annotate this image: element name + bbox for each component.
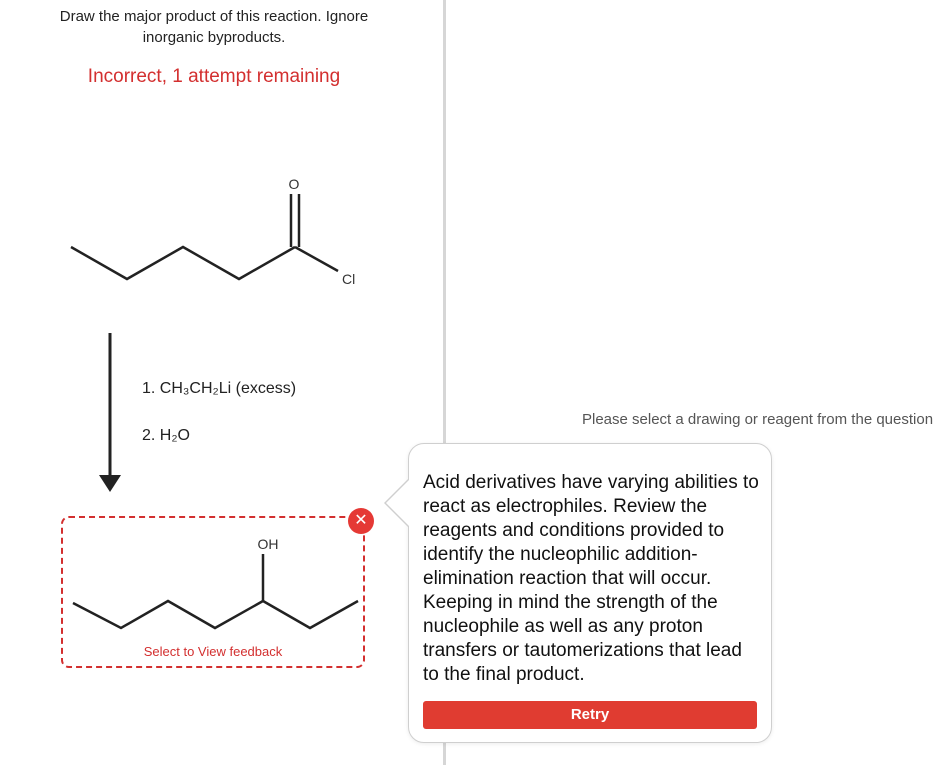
right-panel-placeholder: Please select a drawing or reagent from the question bbox=[582, 411, 933, 428]
reagent-step-1[interactable]: 1. CH₃CH₂Li (excess) bbox=[142, 380, 297, 397]
attempt-status: Incorrect, 1 attempt remaining bbox=[87, 66, 341, 87]
feedback-text: Acid derivatives have varying abilities to react as electrophiles. Review the reagents and conditions provided to identify the nucleophilic addition-elimination reaction that will occur. Keeping in mind the strength of the nucleophile as well as any proton transfers or tautomerizations that lead to the final product. bbox=[423, 472, 759, 685]
answer-drawing-box[interactable] bbox=[61, 516, 365, 668]
popover-pointer bbox=[386, 479, 410, 527]
product-carbon-chain bbox=[73, 601, 358, 628]
reactant-carbon-chain bbox=[71, 247, 295, 279]
carbon-chlorine-bond bbox=[295, 247, 338, 271]
oxygen-atom-label: O bbox=[288, 176, 300, 192]
reactant-structure[interactable] bbox=[60, 170, 370, 300]
hydroxyl-label: OH bbox=[257, 536, 279, 552]
reagent-step-2[interactable]: 2. H₂O bbox=[142, 427, 190, 444]
retry-button[interactable]: Retry bbox=[423, 701, 757, 729]
question-prompt: Draw the major product of this reaction. Ignore inorganic byproducts. bbox=[59, 8, 369, 46]
chlorine-atom-label: Cl bbox=[342, 271, 356, 287]
feedback-popover bbox=[408, 443, 772, 743]
view-feedback-link[interactable]: Select to View feedback bbox=[143, 644, 283, 659]
question-panel bbox=[0, 0, 444, 765]
product-structure bbox=[63, 518, 363, 638]
incorrect-close-icon[interactable]: ✕ bbox=[348, 508, 374, 534]
reaction-arrow bbox=[96, 330, 126, 495]
